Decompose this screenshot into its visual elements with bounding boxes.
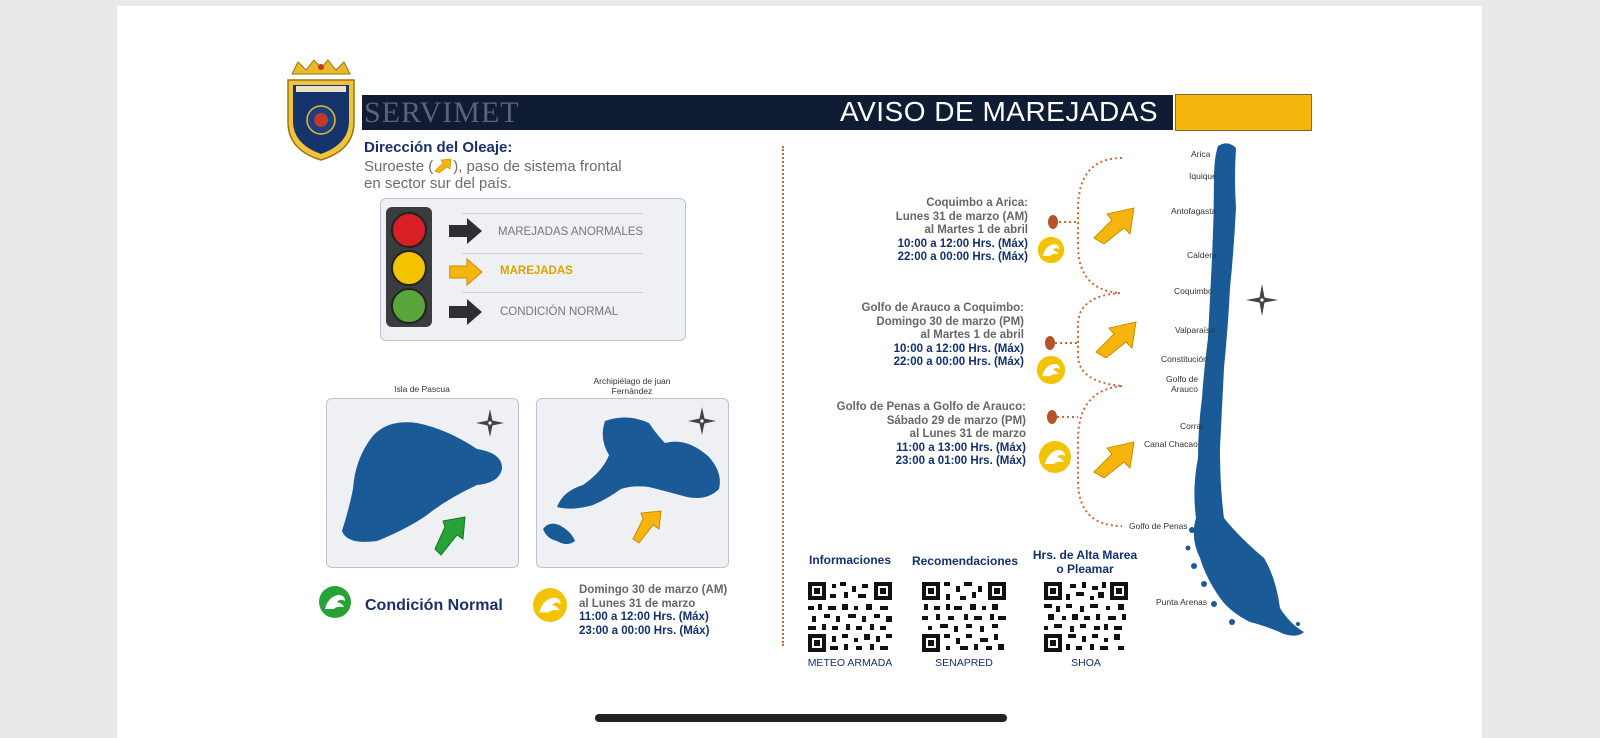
- compass-rose-icon: [688, 407, 716, 435]
- qr-block-recomendaciones: [905, 554, 1025, 568]
- qr-footer: METEO ARMADA: [807, 657, 893, 669]
- home-indicator[interactable]: [595, 714, 1007, 722]
- qr-code-shoa[interactable]: [1044, 582, 1128, 652]
- qr-title: Informaciones: [808, 553, 892, 567]
- alert-level-indicator: [1175, 94, 1312, 131]
- qr-block-mareas: [1025, 548, 1145, 576]
- zone-time-2: 22:00 a 00:00 Hrs. (Máx): [893, 356, 1024, 368]
- jf-warning-from: Domingo 30 de marzo (AM): [579, 584, 728, 596]
- qr-title: Recomendaciones: [911, 554, 1019, 568]
- city-label: Arauco: [1171, 384, 1198, 394]
- city-label: Corral: [1180, 421, 1204, 431]
- city-label: Golfo de Penas: [1129, 521, 1188, 531]
- juan-fernandez-warning: [579, 584, 727, 638]
- city-label: Iquique: [1189, 171, 1217, 181]
- zone-time-1: 11:00 a 13:00 Hrs. (Máx): [896, 441, 1026, 454]
- zone-time-1: 10:00 a 12:00 Hrs. (Máx): [893, 342, 1024, 355]
- city-label: Caldera: [1187, 250, 1217, 260]
- zone-to: al Martes 1 de abril: [920, 329, 1024, 341]
- zone-coquimbo-arica: [808, 197, 1028, 265]
- dotted-separator: [782, 146, 784, 646]
- qr-title: Hrs. de Alta Marea: [1032, 548, 1138, 562]
- wave-direction-title: Dirección del Oleaje:: [364, 139, 513, 156]
- city-label: Punta Arenas: [1156, 597, 1208, 607]
- page-title: AVISO DE MAREJADAS: [840, 96, 1159, 127]
- zone-time-1: 10:00 a 12:00 Hrs. (Máx): [897, 237, 1028, 250]
- servimet-brand: SERVIMET: [364, 96, 520, 129]
- swell-direction-arrow-icon: [1092, 204, 1136, 244]
- legend-divider: [462, 213, 643, 214]
- qr-code-meteo-armada[interactable]: [808, 582, 892, 652]
- yellow-wave-icon: [1038, 440, 1072, 474]
- isla-pascua-shape: [327, 399, 520, 569]
- juan-fernandez-shape: [537, 399, 730, 569]
- isla-pascua-label: Isla de Pascua: [394, 384, 450, 394]
- swell-direction-arrow-icon: [1094, 318, 1138, 358]
- qr-code-senapred[interactable]: [922, 582, 1006, 652]
- legend-divider: [462, 253, 643, 254]
- jf-warning-time-2: 23:00 a 00:00 Hrs. (Máx): [579, 624, 710, 637]
- yellow-wave-icon: [1037, 236, 1065, 264]
- wave-direction-line-2: en sector sur del país.: [364, 175, 512, 192]
- normal-condition-label: Condición Normal: [365, 597, 503, 614]
- zone-from: Sábado 29 de marzo (PM): [886, 414, 1026, 427]
- zone-marker-dot: [1048, 215, 1058, 229]
- qr-footer: SHOA: [1071, 657, 1101, 669]
- green-wave-icon: [318, 585, 352, 619]
- yellow-wave-icon: [532, 587, 568, 623]
- city-label: Antofagasta: [1171, 206, 1217, 216]
- jf-warning-time-1: 11:00 a 12:00 Hrs. (Máx): [579, 611, 709, 623]
- swell-direction-arrow-icon: [1092, 438, 1136, 478]
- jf-warning-to: al Lunes 31 de marzo: [579, 597, 696, 610]
- black-arrow-icon: [449, 297, 483, 327]
- zone-name: Coquimbo a Arica:: [926, 197, 1028, 209]
- juan-fernandez-label-2: Fernández: [611, 386, 653, 396]
- green-light-icon: [391, 288, 427, 324]
- zone-name: Golfo de Arauco a Coquimbo:: [861, 302, 1024, 314]
- red-light-icon: [391, 212, 427, 248]
- southwest-arrow-icon: [433, 157, 453, 173]
- yellow-wave-icon: [1036, 355, 1066, 385]
- city-label: Coquimbo: [1174, 286, 1213, 296]
- zone-arauco-coquimbo: [808, 302, 1024, 370]
- city-label: Canal Chacao: [1144, 439, 1198, 449]
- legend-label-swells: MAREJADAS: [500, 265, 573, 277]
- zone-time-2: 22:00 a 00:00 Hrs. (Máx): [897, 251, 1028, 263]
- qr-footer: SENAPRED: [935, 657, 993, 669]
- zone-marker-dot: [1047, 410, 1057, 424]
- legend-divider: [462, 292, 643, 293]
- zone-penas-arauco: [808, 401, 1026, 469]
- juan-fernandez-label-1: Archipiélago de juan: [593, 376, 671, 386]
- zone-from: Lunes 31 de marzo (AM): [895, 210, 1028, 223]
- city-label: Constitución: [1161, 354, 1208, 364]
- isla-pascua-map: [326, 398, 519, 568]
- zone-from: Domingo 30 de marzo (PM): [876, 315, 1024, 328]
- city-label: Golfo de: [1166, 374, 1199, 384]
- legend-label-normal: CONDICIÓN NORMAL: [500, 306, 619, 318]
- zone-time-2: 23:00 a 01:00 Hrs. (Máx): [895, 455, 1026, 467]
- qr-block-informaciones: [800, 553, 900, 567]
- navy-crest-logo: [284, 58, 358, 162]
- compass-rose-icon: [1246, 284, 1278, 316]
- wave-direction-line-1: [364, 157, 622, 175]
- zone-to: al Lunes 31 de marzo: [909, 428, 1026, 440]
- direction-text-post: ), paso de sistema frontal: [453, 158, 622, 175]
- zone-marker-dot: [1045, 336, 1055, 350]
- direction-text-pre: Suroeste (: [364, 158, 434, 175]
- juan-fernandez-map: [536, 398, 729, 568]
- yellow-arrow-icon: [449, 257, 483, 287]
- city-label: Valparaíso: [1175, 325, 1216, 335]
- zone-to: al Martes 1 de abril: [924, 224, 1028, 236]
- black-arrow-icon: [449, 216, 483, 246]
- yellow-light-icon: [391, 250, 427, 286]
- legend-label-abnormal: MAREJADAS ANORMALES: [498, 226, 644, 238]
- zone-name: Golfo de Penas a Golfo de Arauco:: [836, 401, 1026, 413]
- compass-rose-icon: [476, 409, 504, 437]
- city-label: Arica: [1191, 149, 1211, 159]
- qr-title-line-2: o Pleamar: [1056, 562, 1114, 576]
